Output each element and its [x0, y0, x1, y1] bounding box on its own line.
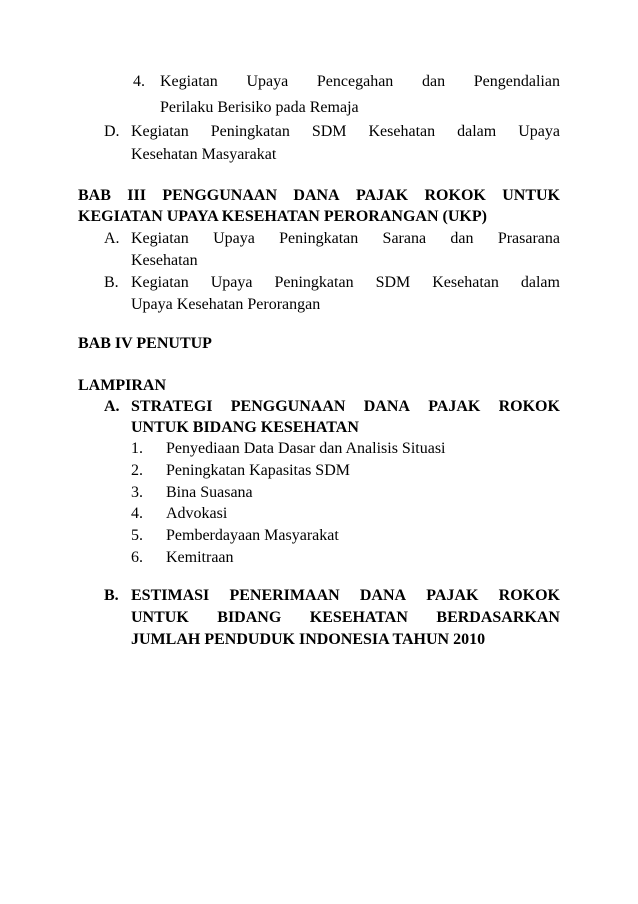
- word: UNTUK: [131, 609, 189, 626]
- word: Upaya: [518, 123, 560, 140]
- list-item-text: Peningkatan Kapasitas SDM: [166, 462, 350, 479]
- bab3-heading-line2: KEGIATAN UPAYA KESEHATAN PERORANGAN (UKP): [78, 208, 487, 225]
- word: Kegiatan: [131, 123, 189, 140]
- word: KESEHATAN: [309, 609, 408, 626]
- lampiran-heading: LAMPIRAN: [78, 377, 166, 394]
- word: PAJAK: [428, 398, 481, 415]
- word: DANA: [293, 187, 340, 204]
- word: BIDANG: [217, 609, 282, 626]
- word: dan: [450, 230, 474, 247]
- word: Pengendalian: [473, 73, 560, 90]
- word: Kegiatan: [131, 230, 189, 247]
- bab3-item-a-marker: A.: [104, 230, 120, 247]
- word: BAB: [78, 187, 111, 204]
- word: ESTIMASI: [131, 587, 210, 604]
- list-item-4-marker: 4.: [133, 73, 145, 90]
- list-item-number: 2.: [131, 462, 143, 479]
- word: SDM: [311, 123, 347, 140]
- word: ROKOK: [498, 587, 560, 604]
- list-item-number: 4.: [131, 505, 143, 522]
- word: UNTUK: [502, 187, 560, 204]
- word: Peningkatan: [274, 274, 354, 291]
- word: PENGGUNAAN: [162, 187, 278, 204]
- lampiran-item-b-line2: [131, 608, 560, 628]
- lampiran-item-a-marker: A.: [104, 398, 120, 415]
- word: Upaya: [210, 274, 253, 291]
- bab3-item-b-line1: [131, 273, 560, 293]
- word: Upaya: [213, 230, 255, 247]
- list-item-number: 1.: [131, 440, 143, 457]
- word: Kegiatan: [131, 274, 189, 291]
- bab3-item-a-line2: Kesehatan: [131, 252, 198, 269]
- word: Peningkatan: [279, 230, 359, 247]
- word: DANA: [359, 587, 407, 604]
- list-item-4-line2: Perilaku Berisiko pada Remaja: [160, 99, 359, 116]
- word: ROKOK: [498, 398, 560, 415]
- word: dan: [421, 73, 446, 90]
- word: Sarana: [382, 230, 427, 247]
- list-item-4-line1: [160, 72, 560, 92]
- word: PENERIMAAN: [229, 587, 340, 604]
- word: III: [127, 187, 146, 204]
- bab3-item-a-line1: [131, 229, 560, 249]
- list-item-text: Penyediaan Data Dasar dan Analisis Situasi: [166, 440, 446, 457]
- word: Kesehatan: [432, 274, 499, 291]
- word: SDM: [375, 274, 411, 291]
- word: PAJAK: [426, 587, 479, 604]
- word: BERDASARKAN: [436, 609, 560, 626]
- word: STRATEGI: [131, 398, 213, 415]
- word: Kesehatan: [368, 123, 436, 140]
- list-item-text: Pemberdayaan Masyarakat: [166, 527, 339, 544]
- word: dalam: [457, 123, 497, 140]
- list-item-text: Kemitraan: [166, 549, 234, 566]
- lampiran-item-b-marker: B.: [104, 587, 119, 604]
- word: ROKOK: [424, 187, 486, 204]
- word: dalam: [520, 274, 560, 291]
- lampiran-item-a-line2: UNTUK BIDANG KESEHATAN: [131, 419, 359, 436]
- lampiran-item-a-line1: [131, 397, 560, 417]
- lampiran-item-b-line3: JUMLAH PENDUDUK INDONESIA TAHUN 2010: [131, 631, 486, 648]
- list-item-d-line1: [131, 122, 560, 142]
- word: PAJAK: [355, 187, 409, 204]
- list-item-number: 3.: [131, 484, 143, 501]
- word: Prasarana: [497, 230, 560, 247]
- list-item-d-marker: D.: [104, 123, 120, 140]
- bab3-heading-line1: [78, 186, 560, 206]
- word: Kegiatan: [160, 73, 218, 90]
- word: Pencegahan: [316, 73, 394, 90]
- word: Peningkatan: [210, 123, 290, 140]
- list-item-number: 5.: [131, 527, 143, 544]
- bab3-item-b-marker: B.: [104, 274, 119, 291]
- word: PENGGUNAAN: [230, 398, 346, 415]
- list-item-d-line2: Kesehatan Masyarakat: [131, 146, 277, 163]
- bab4-heading: BAB IV PENUTUP: [78, 335, 212, 352]
- word: DANA: [363, 398, 410, 415]
- lampiran-item-b-line1: [131, 586, 560, 606]
- list-item-number: 6.: [131, 549, 143, 566]
- list-item-text: Bina Suasana: [166, 484, 253, 501]
- bab3-item-b-line2: Upaya Kesehatan Perorangan: [131, 296, 321, 313]
- list-item-text: Advokasi: [166, 505, 228, 522]
- word: Upaya: [246, 73, 289, 90]
